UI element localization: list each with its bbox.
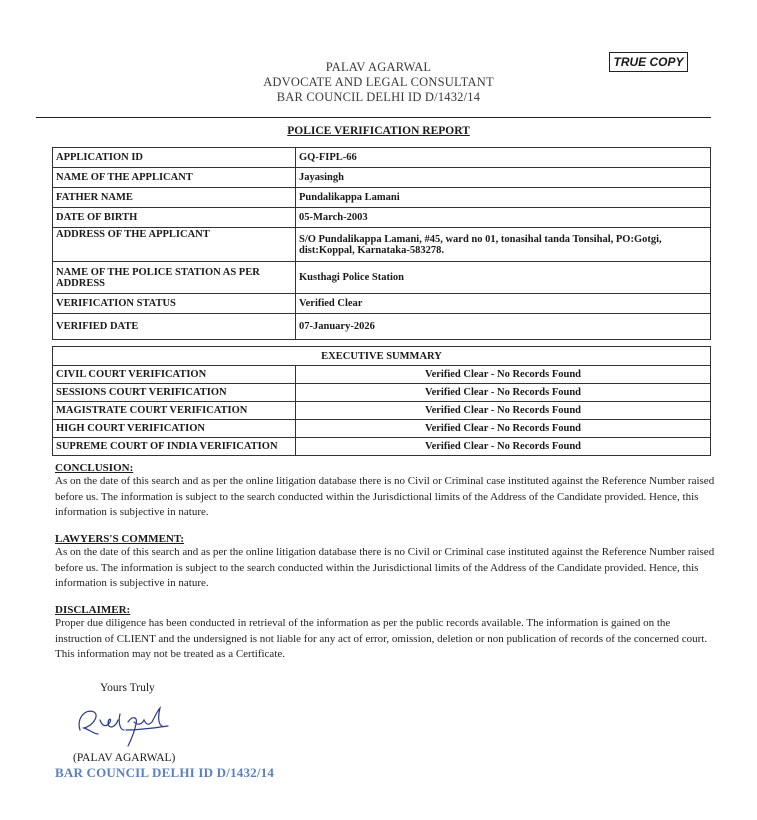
- row-value: Verified Clear - No Records Found: [296, 384, 711, 402]
- row-value: Verified Clear - No Records Found: [296, 366, 711, 384]
- disclaimer-title: DISCLAIMER:: [55, 604, 131, 616]
- row-label: MAGISTRATE COURT VERIFICATION: [53, 402, 296, 420]
- table-row: [53, 384, 711, 402]
- closing-text: Yours Truly: [100, 682, 155, 694]
- table-row: [53, 294, 711, 314]
- row-label: SESSIONS COURT VERIFICATION: [53, 384, 296, 402]
- table-row: [53, 420, 711, 438]
- row-value: Kusthagi Police Station: [296, 262, 711, 294]
- handwritten-signature-icon: [72, 700, 172, 750]
- row-label: VERIFICATION STATUS: [53, 294, 296, 314]
- row-label: DATE OF BIRTH: [53, 208, 296, 228]
- row-value: Jayasingh: [296, 168, 711, 188]
- table-row: [53, 208, 711, 228]
- executive-summary-title: EXECUTIVE SUMMARY: [53, 347, 711, 366]
- row-label: HIGH COURT VERIFICATION: [53, 420, 296, 438]
- row-label: NAME OF THE APPLICANT: [53, 168, 296, 188]
- conclusion-text: As on the date of this search and as per the online litigation database there is no Civil or Criminal case instituted against the Reference Number raised before us. The information is subject to the search conducted within the Jurisdictional limits of the Address of the Candidate provided. Hence, this information is subjective in nature.: [55, 475, 715, 519]
- signatory-name: (PALAV AGARWAL): [73, 752, 176, 764]
- table-row: [53, 402, 711, 420]
- lawyers-comment-text: As on the date of this search and as per the online litigation database there is no Civil or Criminal case instituted against the Reference Number raised before us. The information is subject to the search conducted within the Jurisdictional limits of the Address of the Candidate provided. Hence, this information is subjective in nature.: [55, 546, 715, 590]
- table-row: [53, 366, 711, 384]
- signatory-bar-id: BAR COUNCIL DELHI ID D/1432/14: [55, 765, 275, 780]
- row-value: Verified Clear: [296, 294, 711, 314]
- executive-summary-table: [52, 346, 711, 456]
- table-row: [53, 438, 711, 456]
- row-value: Verified Clear - No Records Found: [296, 438, 711, 456]
- disclaimer-section: [55, 604, 715, 663]
- letterhead-bar-id: BAR COUNCIL DELHI ID D/1432/14: [276, 90, 481, 104]
- lawyers-comment-title: LAWYERS'S COMMENT:: [55, 533, 185, 545]
- true-copy-stamp: TRUE COPY: [609, 52, 688, 72]
- row-label: VERIFIED DATE: [53, 314, 296, 340]
- report-title: POLICE VERIFICATION REPORT: [287, 125, 470, 137]
- conclusion-title: CONCLUSION:: [55, 462, 134, 474]
- row-value: Verified Clear - No Records Found: [296, 402, 711, 420]
- row-label: FATHER NAME: [53, 188, 296, 208]
- table-row: [53, 262, 711, 294]
- row-value: 05-March-2003: [296, 208, 711, 228]
- header-divider: [36, 117, 711, 118]
- row-label: NAME OF THE POLICE STATION AS PER ADDRESS: [53, 262, 296, 294]
- table-row: [53, 188, 711, 208]
- row-label: SUPREME COURT OF INDIA VERIFICATION: [53, 438, 296, 456]
- table-row: [53, 148, 711, 168]
- conclusion-section: [55, 462, 715, 521]
- letterhead-designation: ADVOCATE AND LEGAL CONSULTANT: [263, 75, 494, 89]
- table-row: [53, 228, 711, 262]
- applicant-details-table: [52, 147, 711, 340]
- row-label: ADDRESS OF THE APPLICANT: [53, 228, 296, 262]
- row-value: S/O Pundalikappa Lamani, #45, ward no 01, tonasihal tanda Tonsihal, PO:Gotgi, dist:Koppal, Karnataka-583278.: [296, 228, 711, 262]
- lawyers-comment-section: [55, 533, 715, 592]
- row-value: GQ-FIPL-66: [296, 148, 711, 168]
- row-value: Pundalikappa Lamani: [296, 188, 711, 208]
- table-row: [53, 168, 711, 188]
- row-value: Verified Clear - No Records Found: [296, 420, 711, 438]
- table-row: [53, 314, 711, 340]
- disclaimer-text: Proper due diligence has been conducted in retrieval of the information as per the public records available. The information is gained on the instruction of CLIENT and the undersigned is not liable for any act of error, omission, deletion or non publication of records of the concerned court. This information may not be treated as a Certificate.: [55, 617, 708, 661]
- row-label: APPLICATION ID: [53, 148, 296, 168]
- table-row: [53, 347, 711, 366]
- letterhead-name: PALAV AGARWAL: [325, 60, 432, 74]
- row-label: CIVIL COURT VERIFICATION: [53, 366, 296, 384]
- row-value: 07-January-2026: [296, 314, 711, 340]
